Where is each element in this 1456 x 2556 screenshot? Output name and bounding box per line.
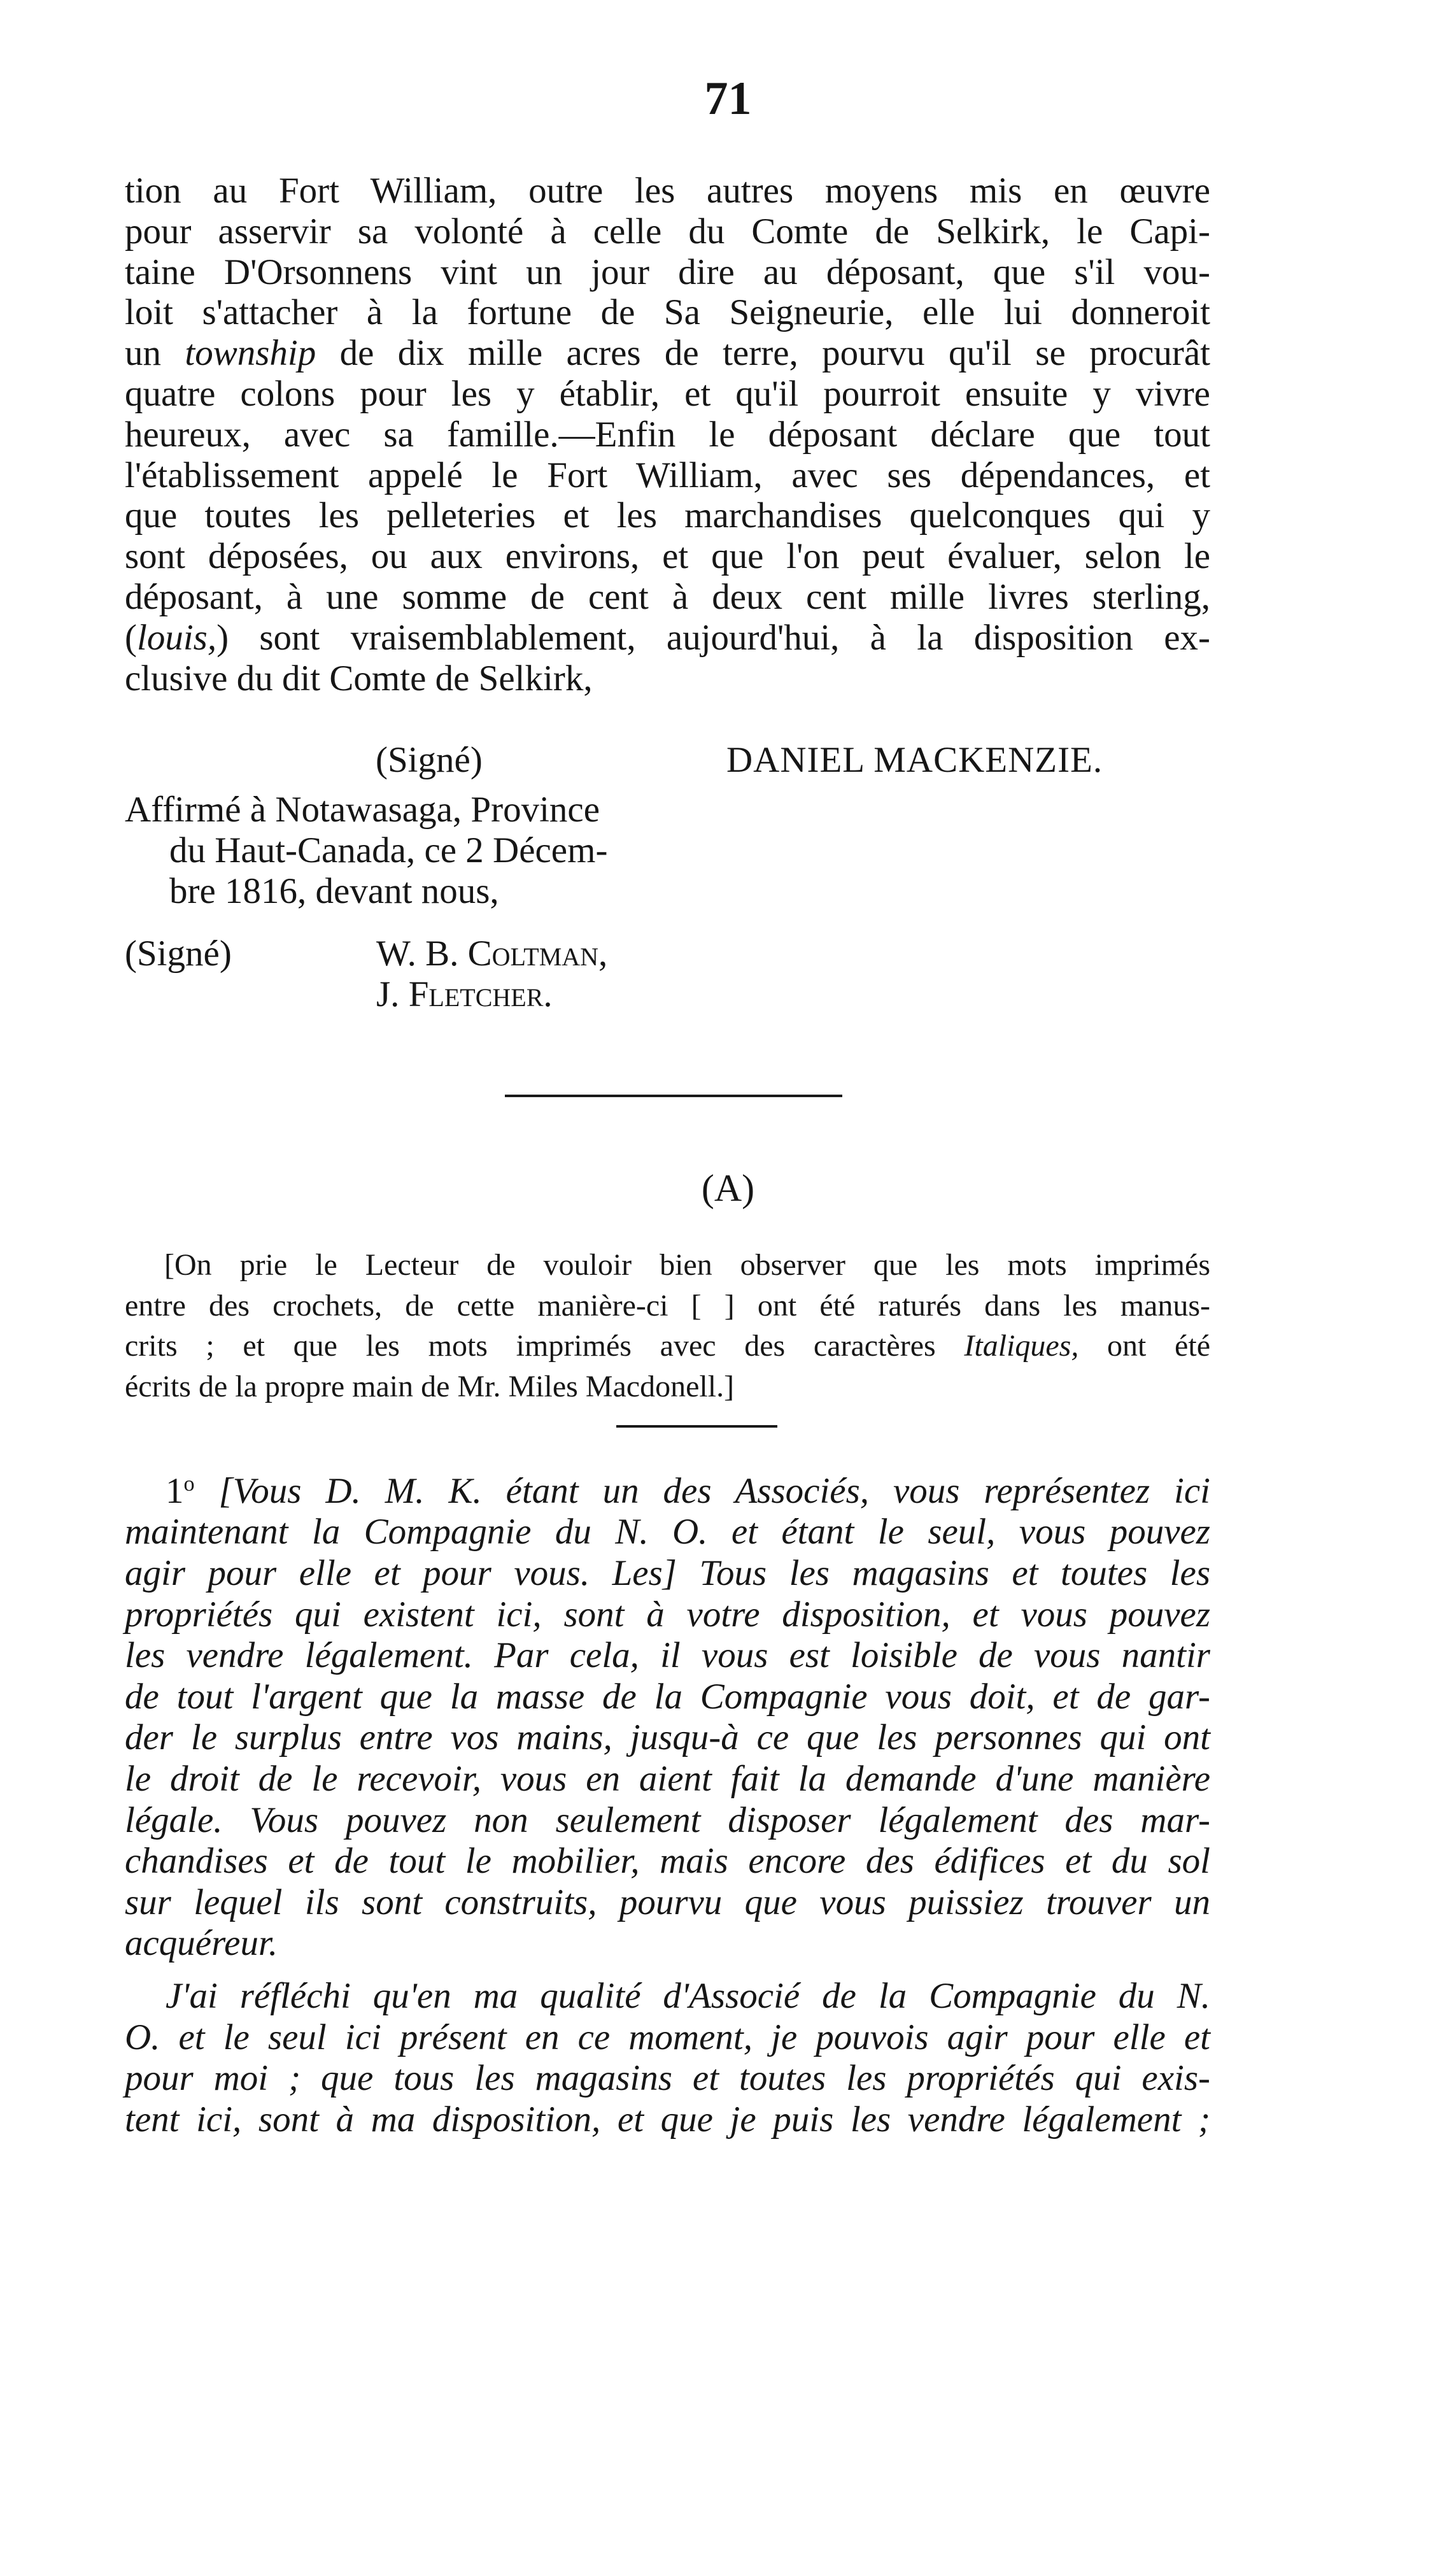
manuscript-line: chandises et de tout le mobilier, mais encore des édifices et du sol	[125, 1841, 1210, 1882]
signer-initials: J.	[376, 974, 409, 1014]
text-line: sont déposées, ou aux environs, et que l'on peut évaluer, selon le	[125, 536, 1210, 577]
manuscript-line: les vendre légalement. Par cela, il vous est loisible de vous nantir	[125, 1635, 1210, 1676]
signer-name	[376, 974, 553, 1015]
paragraph-number: 1	[166, 1470, 184, 1511]
manuscript-line: de tout l'argent que la masse de la Compagnie vous doit, et de gar-	[125, 1676, 1210, 1717]
note-line: [On prie le Lecteur de vouloir bien observer que les mots imprimés	[164, 1248, 1210, 1282]
italic-word: Italiques,	[964, 1329, 1079, 1363]
manuscript-line: der le surplus entre vos mains, jusqu-à ce que les personnes qui ont	[125, 1717, 1210, 1758]
text-fragment: crits ; et que les mots imprimés avec des caractères	[125, 1329, 965, 1363]
manuscript-line: acquéreur.	[125, 1923, 278, 1964]
italic-word: louis,	[136, 617, 217, 658]
text-line: taine D'Orsonnens vint un jour dire au déposant, que s'il vou-	[125, 252, 1210, 292]
text-line: loit s'attacher à la fortune de Sa Seigneurie, elle lui donneroit	[125, 292, 1210, 333]
section-heading: (A)	[701, 1167, 755, 1209]
signed-label: (Signé)	[376, 740, 483, 780]
text-fragment: (	[125, 617, 137, 658]
manuscript-line: sur lequel ils sont construits, pourvu que vous puissiez trouver un	[125, 1882, 1210, 1922]
signer-surname: Coltman,	[467, 934, 608, 974]
deposition-text	[125, 171, 1210, 699]
manuscript-line: J'ai réfléchi qu'en ma qualité d'Associé de la Compagnie du N.	[166, 1976, 1210, 2016]
text-line: tion au Fort William, outre les autres moyens mis en œuvre	[125, 171, 1210, 211]
text-fragment: ) sont vraisemblablement, aujourd'hui, à la disposition ex-	[216, 617, 1210, 658]
manuscript-line: légale. Vous pouvez non seulement disposer légalement des mar-	[125, 1800, 1210, 1840]
signer-initials: W. B.	[376, 934, 468, 974]
text-line: l'établissement appelé le Fort William, avec ses dépendances, et	[125, 455, 1210, 495]
note-line: entre des crochets, de cette manière-ci [ ] ont été raturés dans les manus-	[125, 1288, 1210, 1323]
editorial-note	[125, 1245, 1210, 1407]
text-fragment: de dix mille acres de terre, pourvu qu'il se procurât	[316, 333, 1211, 374]
signer-name	[376, 934, 607, 974]
short-divider	[616, 1425, 777, 1428]
manuscript-line: O. et le seul ici présent en ce moment, je pouvois agir pour elle et	[125, 2017, 1210, 2057]
manuscript-line: propriétés qui existent ici, sont à votre disposition, et vous pouvez	[125, 1594, 1210, 1635]
ordinal-mark: o	[183, 1472, 195, 1496]
manuscript-paragraph-1	[125, 1464, 1210, 1964]
manuscript-line: pour moi ; que tous les magasins et toutes les propriétés qui exis-	[125, 2058, 1210, 2099]
text-line	[125, 618, 1210, 658]
note-line: écrits de la propre main de Mr. Miles Macdonell.]	[125, 1369, 735, 1403]
text-fragment: [Vous D. M. K. étant un des Associés, vous représentez ici	[194, 1470, 1210, 1511]
manuscript-line: maintenant la Compagnie du N. O. et étant le seul, vous pouvez	[125, 1512, 1210, 1552]
affirmation-block	[125, 790, 607, 911]
text-line: quatre colons pour les y établir, et qu'il pourroit ensuite y vivre	[125, 373, 1210, 414]
manuscript-paragraph-2	[125, 1976, 1210, 2140]
text-line: clusive du dit Comte de Selkirk,	[125, 658, 593, 699]
section-divider	[505, 1095, 842, 1097]
text-line: heureux, avec sa famille.—Enfin le déposant déclare que tout	[125, 414, 1210, 455]
manuscript-line	[125, 1464, 1210, 1512]
affirmation-line: bre 1816, devant nous,	[169, 870, 499, 911]
note-line	[125, 1326, 1210, 1367]
affirmation-line: Affirmé à Notawasaga, Province	[125, 790, 600, 830]
text-line: que toutes les pelleteries et les marchandises quelconques qui y	[125, 495, 1210, 536]
manuscript-line: tent ici, sont à ma disposition, et que je puis les vendre légalement ;	[125, 2099, 1210, 2140]
page-number: 71	[704, 73, 752, 125]
text-fragment: un	[125, 333, 185, 374]
deponent-name: DANIEL MACKENZIE.	[726, 740, 1103, 780]
text-line	[125, 333, 1210, 374]
text-fragment: ont été	[1078, 1329, 1210, 1363]
text-line: pour asservir sa volonté à celle du Comte de Selkirk, le Capi-	[125, 211, 1210, 252]
text-line: déposant, à une somme de cent à deux cent mille livres sterling,	[125, 576, 1210, 617]
signed-label: (Signé)	[125, 934, 232, 974]
signer-surname: Fletcher.	[408, 974, 553, 1014]
manuscript-line: le droit de le recevoir, vous en aient fait la demande d'une manière	[125, 1758, 1210, 1799]
manuscript-line: agir pour elle et pour vous. Les] Tous les magasins et toutes les	[125, 1552, 1210, 1593]
affirmation-line: du Haut-Canada, ce 2 Décem-	[169, 830, 608, 870]
italic-word: township	[185, 333, 316, 374]
